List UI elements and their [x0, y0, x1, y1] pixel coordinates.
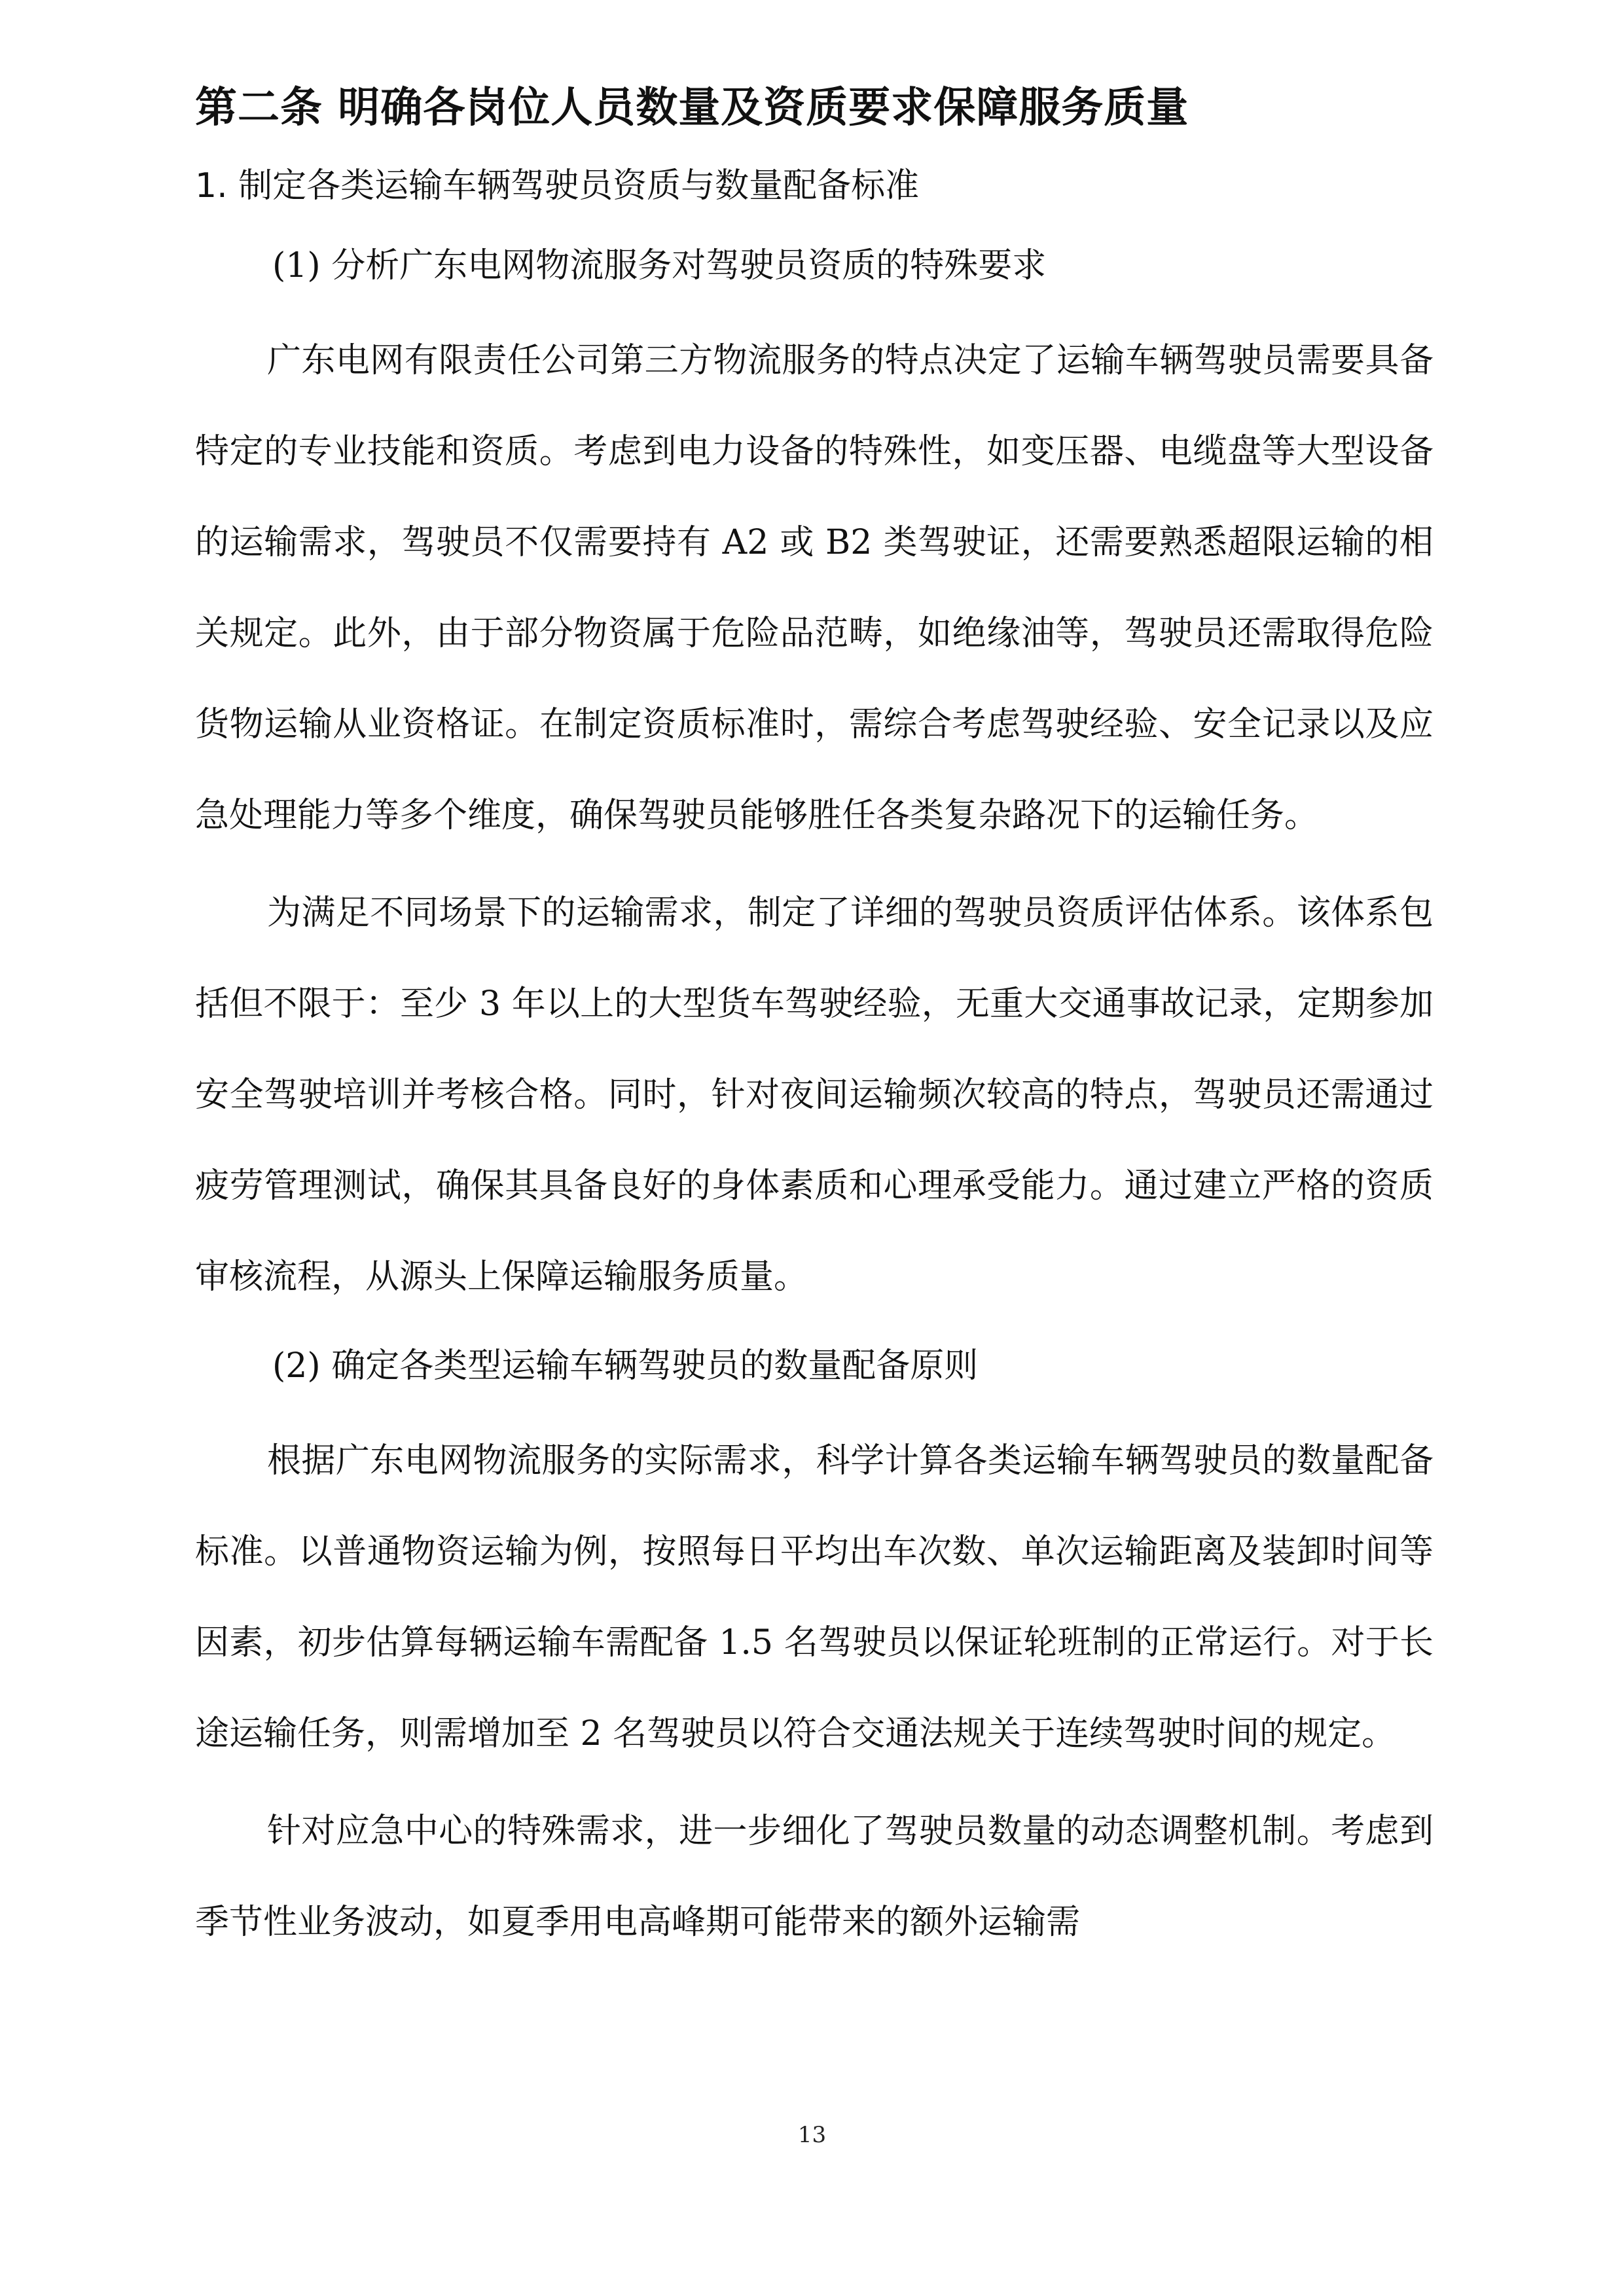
section-heading: 1. 制定各类运输车辆驾驶员资质与数量配备标准 — [195, 166, 920, 206]
page-number: 13 — [797, 2122, 827, 2148]
article-title: 第二条 明确各岗位人员数量及资质要求保障服务质量 — [195, 84, 1189, 132]
subsection-heading-1: (1) 分析广东电网物流服务对驾驶员资质的特殊要求 — [272, 246, 1047, 285]
paragraph-1: 广东电网有限责任公司第三方物流服务的特点决定了运输车辆驾驶员需要具备特定的专业技能和资质。考虑到电力设备的特殊性，如变压器、电缆盘等大型设备的运输需求，驾驶员不仅需要持有 A2 或 B2 类驾驶证，还需要熟悉超限运输的相关规定。此外，由于部分物资属于危险品范畴，如绝缘油等，驾驶员还需取得危险货物运输从业资格证。在制定资质标准时，需综合考虑驾驶经验、安全记录以及应急处理能力等多个维度，确保驾驶员能够胜任各类复杂路况下的运输任务。 — [195, 341, 1434, 835]
subsection-heading-2: (2) 确定各类型运输车辆驾驶员的数量配备原则 — [272, 1346, 979, 1386]
paragraph-2: 为满足不同场景下的运输需求，制定了详细的驾驶员资质评估体系。该体系包括但不限于：至少 3 年以上的大型货车驾驶经验，无重大交通事故记录，定期参加安全驾驶培训并考核合格。同时，针对夜间运输频次较高的特点，驾驶员还需通过疲劳管理测试，确保其具备良好的身体素质和心理承受能力。通过建立严格的资质审核流程，从源头上保障运输服务质量。 — [195, 893, 1434, 1297]
paragraph-4: 针对应急中心的特殊需求，进一步细化了驾驶员数量的动态调整机制。考虑到季节性业务波动，如夏季用电高峰期可能带来的额外运输需 — [195, 1812, 1434, 1942]
page-content — [195, 72, 1434, 1975]
paragraph-3: 根据广东电网物流服务的实际需求，科学计算各类运输车辆驾驶员的数量配备标准。以普通物资运输为例，按照每日平均出车次数、单次运输距离及装卸时间等因素，初步估算每辆运输车需配备 1.5 名驾驶员以保证轮班制的正常运行。对于长途运输任务，则需增加至 2 名驾驶员以符合交通法规关于连续驾驶时间的规定。 — [195, 1441, 1434, 1753]
